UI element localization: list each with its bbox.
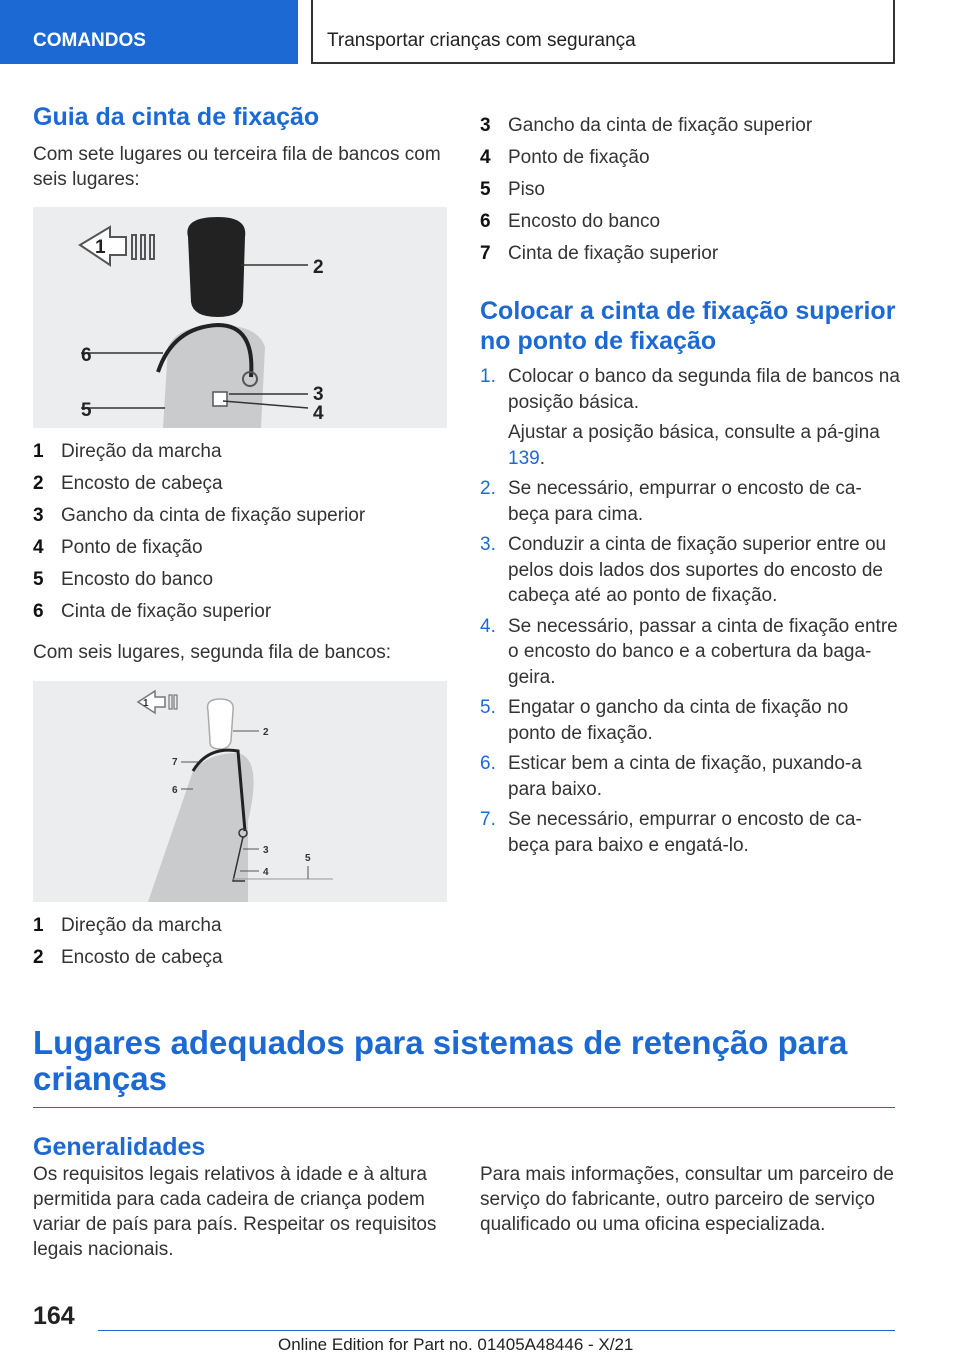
- section-title: Lugares adequados para sistemas de retenção para crianças: [33, 1025, 895, 1108]
- fig2-label-6: 6: [172, 785, 178, 796]
- step-item: 5. Engatar o gancho da cinta de fixação no ponto de fixação.: [480, 697, 849, 744]
- list-item: 4 Ponto de fixação: [33, 537, 203, 558]
- fig1-label-6: 6: [81, 345, 92, 366]
- figure-2-illustration: [33, 681, 447, 902]
- list-item: 3 Gancho da cinta de fixação superior: [33, 505, 366, 526]
- headrest-shape: [187, 217, 245, 317]
- section-tab: COMANDOS: [0, 0, 298, 64]
- fig1-label-5: 5: [81, 400, 92, 421]
- figure-tether-guide-7seat: [33, 207, 447, 428]
- figure-tether-guide-6seat: [33, 681, 447, 902]
- list-item: 2 Encosto de cabeça: [33, 473, 223, 494]
- fig2-label-3: 3: [263, 845, 269, 856]
- seat-back-shape: [148, 753, 254, 902]
- fig2-label-4: 4: [263, 867, 269, 878]
- list-item: 1 Direção da marcha: [33, 915, 222, 936]
- chapter-title: Transportar crianças com segurança: [311, 0, 895, 64]
- list-item: 6 Encosto do banco: [480, 211, 661, 232]
- list-item: 5 Piso: [480, 179, 545, 200]
- figure-2-legend: [33, 910, 447, 974]
- fig2-label-2: 2: [263, 727, 269, 738]
- fig2-label-7: 7: [172, 757, 178, 768]
- right-column: [480, 110, 900, 863]
- figure-1-legend: [33, 436, 447, 628]
- list-item: 5 Encosto do banco: [33, 569, 214, 590]
- fig1-label-3: 3: [313, 384, 324, 405]
- fig2-label-1: 1: [143, 698, 149, 709]
- fig1-label-4: 4: [313, 403, 324, 424]
- intro-text-2: Com seis lugares, segunda fila de bancos:: [33, 642, 392, 663]
- general-text-left: Os requisitos legais relativos à idade e à altura permitida para cada cadeira de criança podem variar de país para país. Respeitar os requisitos legais nacionais.: [33, 1164, 437, 1260]
- step-subtext: Ajustar a posição básica, consulte a pá-gina 139.: [508, 422, 880, 469]
- page-link[interactable]: 139: [508, 447, 540, 469]
- fig1-label-2: 2: [313, 257, 324, 278]
- list-item: 3 Gancho da cinta de fixação superior: [480, 115, 813, 136]
- section-subtitle: Generalidades: [33, 1133, 206, 1161]
- page-number: 164: [33, 1302, 75, 1330]
- left-column: [33, 100, 447, 974]
- figure-2-legend-cont: [480, 110, 900, 270]
- list-item: 2 Encosto de cabeça: [33, 947, 223, 968]
- list-item: 7 Cinta de fixação superior: [480, 243, 719, 264]
- footer-edition: Online Edition for Part no. 01405A48446 - X/21: [278, 1335, 634, 1354]
- general-text-right: Para mais informações, consultar um parceiro de serviço do fabricante, outro parceiro de serviço qualificado ou uma oficina especializada.: [480, 1164, 894, 1235]
- fig1-label-1: 1: [95, 237, 106, 258]
- attach-tether-heading: Colocar a cinta de fixação superior no ponto de fixação: [480, 297, 896, 355]
- step-item: 2. Se necessário, empurrar o encosto de ca-beça para cima.: [480, 478, 862, 525]
- attach-steps: [480, 364, 900, 858]
- fig2-label-5: 5: [305, 853, 311, 864]
- figure-1-illustration: [33, 207, 447, 428]
- step-item: 3. Conduzir a cinta de fixação superior entre ou pelos dois lados dos suportes do encosto de cabeça até ao ponto de fixação.: [480, 534, 887, 606]
- intro-text: Com sete lugares ou terceira fila de bancos com seis lugares:: [33, 144, 441, 190]
- step-item: 4. Se necessário, passar a cinta de fixação entre o encosto do banco e a cobertura da baga-geira.: [480, 615, 898, 688]
- step-item: 1. Colocar o banco da segunda fila de bancos na posição básica. Ajustar a posição básica, consulte a pá-gina 139.: [480, 364, 900, 471]
- step-item: 6. Esticar bem a cinta de fixação, puxando-a para baixo.: [480, 753, 862, 800]
- footer-divider: [98, 1330, 895, 1331]
- headrest-shape: [208, 699, 234, 749]
- list-item: 1 Direção da marcha: [33, 441, 222, 462]
- list-item: 6 Cinta de fixação superior: [33, 601, 272, 622]
- tether-guide-heading: Guia da cinta de fixação: [33, 103, 320, 131]
- step-item: 7. Se necessário, empurrar o encosto de ca-beça para baixo e engatá-lo.: [480, 809, 862, 856]
- list-item: 4 Ponto de fixação: [480, 147, 650, 168]
